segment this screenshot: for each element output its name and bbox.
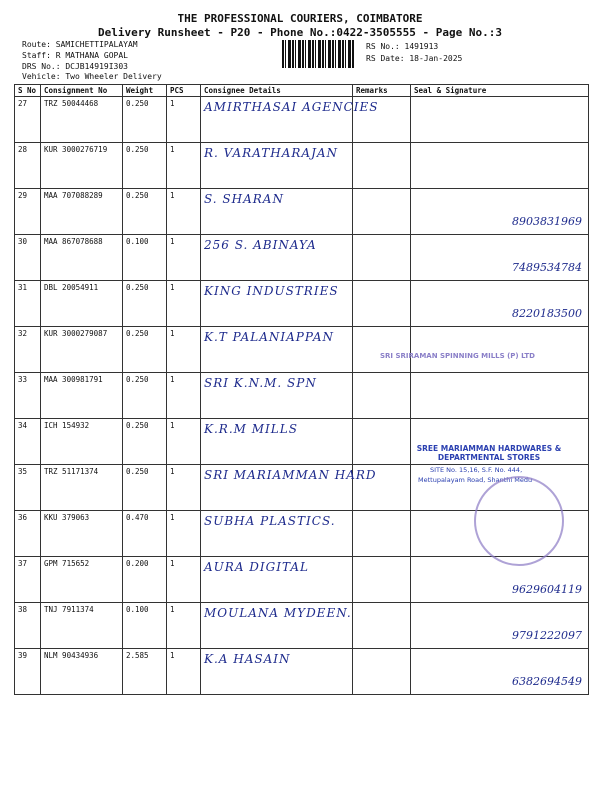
row-remarks bbox=[353, 511, 411, 557]
store-stamp-address2: Mettupalayam Road, Shanthi Medu bbox=[418, 476, 533, 484]
row-sno: 33 bbox=[15, 373, 41, 419]
row-consignment-no: TNJ 7911374 bbox=[41, 603, 123, 649]
table-row bbox=[15, 189, 589, 235]
row-consignment-no: ICH 154932 bbox=[41, 419, 123, 465]
row-signature bbox=[411, 189, 589, 235]
table-row bbox=[15, 373, 589, 419]
row-weight: 2.585 bbox=[123, 649, 167, 695]
row-remarks bbox=[353, 649, 411, 695]
table-row bbox=[15, 281, 589, 327]
row-pcs: 1 bbox=[167, 189, 201, 235]
row-sno: 27 bbox=[15, 97, 41, 143]
table-row bbox=[15, 603, 589, 649]
route-label: Route: SAMICHETTIPALAYAM bbox=[22, 40, 138, 49]
row-pcs: 1 bbox=[167, 143, 201, 189]
table-row bbox=[15, 235, 589, 281]
row-consignee: SRI K.N.M. SPN bbox=[201, 373, 353, 419]
signature-phone: 9791222097 bbox=[512, 629, 582, 642]
row-consignment-no: MAA 867078688 bbox=[41, 235, 123, 281]
table-row bbox=[15, 327, 589, 373]
row-consignee: K.T PALANIAPPAN bbox=[201, 327, 353, 373]
row-consignee: AURA DIGITAL bbox=[201, 557, 353, 603]
row-weight: 0.250 bbox=[123, 419, 167, 465]
signature-phone: 9629604119 bbox=[512, 583, 582, 596]
col-pcs: PCS bbox=[167, 85, 201, 97]
row-pcs: 1 bbox=[167, 603, 201, 649]
row-remarks bbox=[353, 327, 411, 373]
row-remarks bbox=[353, 189, 411, 235]
row-remarks bbox=[353, 281, 411, 327]
row-consignee: R. VARATHARAJAN bbox=[201, 143, 353, 189]
row-sno: 32 bbox=[15, 327, 41, 373]
table-header-row bbox=[15, 85, 589, 97]
signature-phone: 8903831969 bbox=[512, 215, 582, 228]
row-pcs: 1 bbox=[167, 511, 201, 557]
row-sno: 37 bbox=[15, 557, 41, 603]
rs-date: RS Date: 18-Jan-2025 bbox=[366, 54, 463, 63]
row-sno: 39 bbox=[15, 649, 41, 695]
row-sno: 35 bbox=[15, 465, 41, 511]
row-sno: 38 bbox=[15, 603, 41, 649]
row-signature bbox=[411, 235, 589, 281]
row-consignee: S. SHARAN bbox=[201, 189, 353, 235]
row-consignee: K.R.M MILLS bbox=[201, 419, 353, 465]
row-pcs: 1 bbox=[167, 327, 201, 373]
row-pcs: 1 bbox=[167, 281, 201, 327]
row-remarks bbox=[353, 603, 411, 649]
row-pcs: 1 bbox=[167, 649, 201, 695]
row-consignee: SUBHA PLASTICS. bbox=[201, 511, 353, 557]
row-remarks bbox=[353, 557, 411, 603]
row-weight: 0.250 bbox=[123, 281, 167, 327]
row-weight: 0.250 bbox=[123, 189, 167, 235]
row-consignee: SRI MARIAMMAN HARD bbox=[201, 465, 353, 511]
row-consignment-no: NLM 90434936 bbox=[41, 649, 123, 695]
staff-label: Staff: R MATHANA GOPAL bbox=[22, 51, 128, 60]
row-pcs: 1 bbox=[167, 373, 201, 419]
row-signature bbox=[411, 327, 589, 373]
row-sno: 31 bbox=[15, 281, 41, 327]
table-row bbox=[15, 557, 589, 603]
store-stamp-address: SITE No. 15,16, S.F. No. 444, bbox=[430, 466, 523, 474]
table-row bbox=[15, 143, 589, 189]
row-consignment-no: KUR 3000276719 bbox=[41, 143, 123, 189]
row-pcs: 1 bbox=[167, 557, 201, 603]
barcode bbox=[282, 40, 354, 68]
row-weight: 0.200 bbox=[123, 557, 167, 603]
row-signature bbox=[411, 373, 589, 419]
row-weight: 0.100 bbox=[123, 603, 167, 649]
row-pcs: 1 bbox=[167, 235, 201, 281]
col-signature: Seal & Signature bbox=[411, 85, 589, 97]
mill-stamp: SRI SRIRAMAN SPINNING MILLS (P) LTD bbox=[380, 352, 535, 360]
row-consignee: 256 S. ABINAYA bbox=[201, 235, 353, 281]
col-sno: S No bbox=[15, 85, 41, 97]
row-consignment-no: KUR 3000279087 bbox=[41, 327, 123, 373]
row-consignment-no: TRZ 50044468 bbox=[41, 97, 123, 143]
row-signature bbox=[411, 603, 589, 649]
row-remarks bbox=[353, 235, 411, 281]
row-weight: 0.250 bbox=[123, 465, 167, 511]
row-weight: 0.100 bbox=[123, 235, 167, 281]
row-sno: 29 bbox=[15, 189, 41, 235]
row-sno: 36 bbox=[15, 511, 41, 557]
row-weight: 0.250 bbox=[123, 373, 167, 419]
signature-phone: 8220183500 bbox=[512, 307, 582, 320]
table-row bbox=[15, 97, 589, 143]
row-weight: 0.470 bbox=[123, 511, 167, 557]
runsheet-subtitle: Delivery Runsheet - P20 - Phone No.:0422-3505555 - Page No.:3 bbox=[98, 26, 502, 39]
col-weight: Weight bbox=[123, 85, 167, 97]
row-weight: 0.250 bbox=[123, 327, 167, 373]
col-remarks: Remarks bbox=[353, 85, 411, 97]
row-sno: 34 bbox=[15, 419, 41, 465]
row-pcs: 1 bbox=[167, 465, 201, 511]
rs-number: RS No.: 1491913 bbox=[366, 42, 439, 51]
row-pcs: 1 bbox=[167, 97, 201, 143]
row-consignee: AMIRTHASAI AGENCIES bbox=[201, 97, 353, 143]
company-title: THE PROFESSIONAL COURIERS, COIMBATORE bbox=[177, 12, 423, 25]
row-consignment-no: TRZ 51171374 bbox=[41, 465, 123, 511]
round-seal bbox=[474, 476, 564, 566]
row-consignee: KING INDUSTRIES bbox=[201, 281, 353, 327]
row-consignee: K.A HASAIN bbox=[201, 649, 353, 695]
row-signature bbox=[411, 281, 589, 327]
row-consignment-no: KKU 379063 bbox=[41, 511, 123, 557]
delivery-table bbox=[14, 84, 589, 695]
row-consignment-no: MAA 707088289 bbox=[41, 189, 123, 235]
signature-phone: 7489534784 bbox=[512, 261, 582, 274]
row-remarks bbox=[353, 373, 411, 419]
vehicle-label: Vehicle: Two Wheeler Delivery bbox=[22, 72, 162, 81]
col-consignment: Consignment No bbox=[41, 85, 123, 97]
row-weight: 0.250 bbox=[123, 97, 167, 143]
row-consignment-no: MAA 300981791 bbox=[41, 373, 123, 419]
row-sno: 30 bbox=[15, 235, 41, 281]
drs-label: DRS No.: DCJB14919I303 bbox=[22, 62, 128, 71]
row-weight: 0.250 bbox=[123, 143, 167, 189]
row-remarks bbox=[353, 143, 411, 189]
row-signature bbox=[411, 97, 589, 143]
store-stamp-name: SREE MARIAMMAN HARDWARES & DEPARTMENTAL STORES bbox=[416, 444, 562, 462]
table-row bbox=[15, 649, 589, 695]
row-consignee: MOULANA MYDEEN. bbox=[201, 603, 353, 649]
row-consignment-no: DBL 20054911 bbox=[41, 281, 123, 327]
signature-phone: 6382694549 bbox=[512, 675, 582, 688]
row-signature bbox=[411, 557, 589, 603]
row-signature bbox=[411, 649, 589, 695]
row-signature bbox=[411, 143, 589, 189]
row-consignment-no: GPM 715652 bbox=[41, 557, 123, 603]
col-consignee: Consignee Details bbox=[201, 85, 353, 97]
row-sno: 28 bbox=[15, 143, 41, 189]
row-pcs: 1 bbox=[167, 419, 201, 465]
